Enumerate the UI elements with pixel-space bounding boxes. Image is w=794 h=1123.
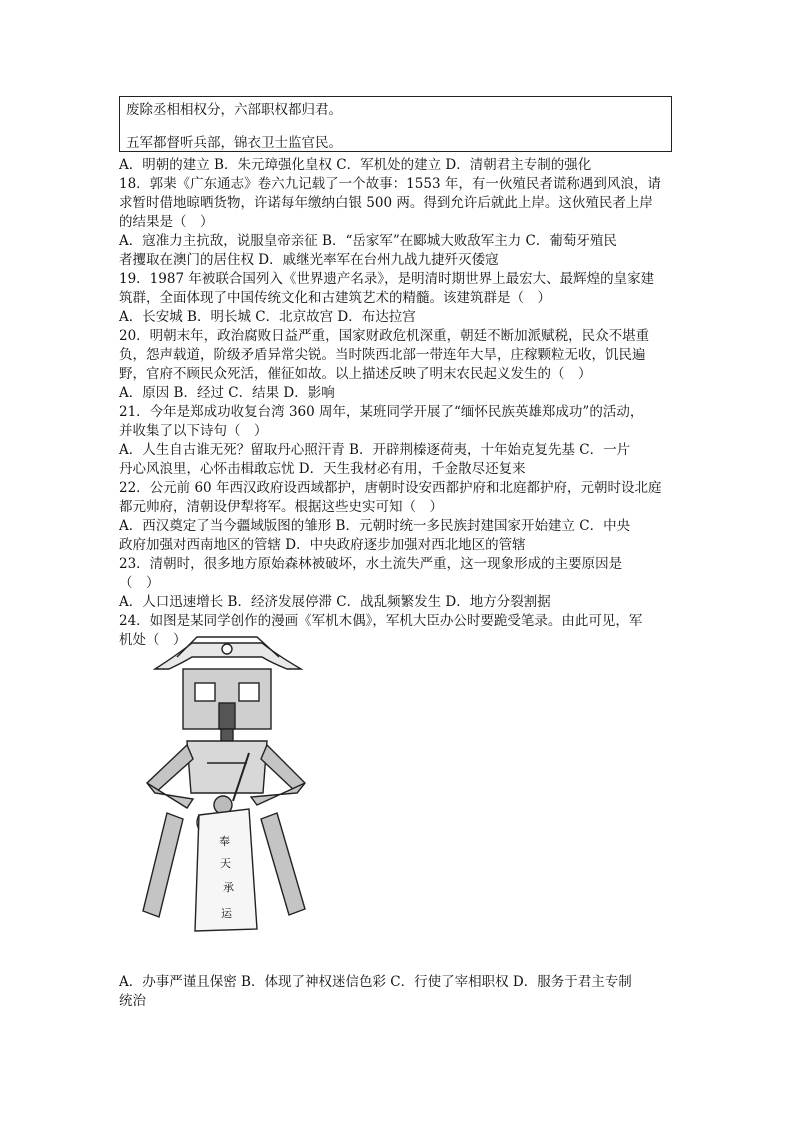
text-line: 21．今年是郑成功收复台湾 360 周年，某班同学开展了“缅怀民族英雄郑成功”的活动， xyxy=(119,404,644,420)
text-line: A．长安城 B．明长城 C．北京故宫 D．布达拉宫 xyxy=(119,309,416,325)
text-line: A．人口迅速增长 B．经济发展停滞 C．战乱频繁发生 D．地方分裂割据 xyxy=(119,594,551,610)
text-line: 的结果是（ ） xyxy=(119,214,214,230)
text-line: （ ） xyxy=(119,575,160,591)
text-line: 机处（ ） xyxy=(119,632,187,648)
text-line: 求暂时借地晾晒货物，许诺每年缴纳白银 500 两。得到允许后就此上岸。这伙殖民者上岸 xyxy=(119,195,653,211)
scroll-char-1: 奉 xyxy=(219,835,230,848)
text-line: 22．公元前 60 年西汉政府设西域都护，唐朝时设安西都护府和北庭都护府，元朝时设北庭 xyxy=(119,480,662,496)
scroll-char-3: 承 xyxy=(223,881,234,894)
poem-line-2: 五军都督听兵部，锦衣卫士监官民。 xyxy=(126,135,342,151)
text-line: A．西汉奠定了当今疆域版图的雏形 B．元朝时统一多民族封建国家开始建立 C．中央 xyxy=(119,518,631,534)
text-line: 都元帅府，清朝设伊犁将军。根据这些史实可知（ ） xyxy=(119,499,443,515)
text-line: A．寇准力主抗敌，说服皇帝亲征 B．“岳家军”在郾城大败敌军主力 C．葡萄牙殖民 xyxy=(119,233,617,249)
text-line: 筑群，全面体现了中国传统文化和古建筑艺术的精髓。该建筑群是（ ） xyxy=(119,290,551,306)
poem-line-1: 废除丞相相权分，六部职权都归君。 xyxy=(126,102,342,118)
text-line: 者攫取在澳门的居住权 D．戚继光率军在台州九战九捷歼灭倭寇 xyxy=(119,252,499,268)
text-line: 负，怨声载道，阶级矛盾异常尖锐。当时陕西北部一带连年大旱，庄稼颗粒无收，饥民遍 xyxy=(119,347,646,363)
text-line: A．原因 B．经过 C．结果 D．影响 xyxy=(119,385,335,401)
poem-box xyxy=(119,96,672,152)
text-line: 统治 xyxy=(119,993,146,1009)
text-line: 19．1987 年被联合国列入《世界遗产名录》，是明清时期世界上最宏大、最辉煌的皇家建 xyxy=(119,271,655,287)
text-line: 并收集了以下诗句（ ） xyxy=(119,423,268,439)
puppet-cartoon-figure xyxy=(137,633,319,935)
text-line: 政府加强对西南地区的管辖 D．中央政府逐步加强对西北地区的管辖 xyxy=(119,537,526,553)
text-line: A．办事严谨且保密 B．体现了神权迷信色彩 C．行使了宰相职权 D．服务于君主专制 xyxy=(119,974,632,990)
questions-text xyxy=(119,156,675,650)
scroll-char-2: 天 xyxy=(220,857,231,870)
text-line: 23．清朝时，很多地方原始森林被破坏，水土流失严重，这一现象形成的主要原因是 xyxy=(119,556,623,572)
scroll-char-4: 运 xyxy=(221,907,232,920)
text-line: 18．郭棐《广东通志》卷六九记载了一个故事：1553 年，有一伙殖民者谎称遇到风浪，请 xyxy=(119,176,661,192)
question-24-options xyxy=(119,973,675,1011)
text-line: 野，官府不顾民众死活，催征如故。以上描述反映了明末农民起义发生的（ ） xyxy=(119,366,592,382)
text-line: 丹心风浪里，心怀击楫敢忘忧 D．天生我材必有用，千金散尽还复来 xyxy=(119,461,526,477)
text-line: 20．明朝末年，政治腐败日益严重，国家财政危机深重，朝廷不断加派赋税，民众不堪重 xyxy=(119,328,650,344)
text-line: A．明朝的建立 B．朱元璋强化皇权 C．军机处的建立 D．清朝君主专制的强化 xyxy=(119,157,592,173)
text-line: A．人生自古谁无死？留取丹心照汗青 B．开辟荆榛逐荷夷，十年始克复先基 C．一片 xyxy=(119,442,631,458)
text-line: 24．如图是某同学创作的漫画《军机木偶》，军机大臣办公时要跪受笔录。由此可见，军 xyxy=(119,613,643,629)
